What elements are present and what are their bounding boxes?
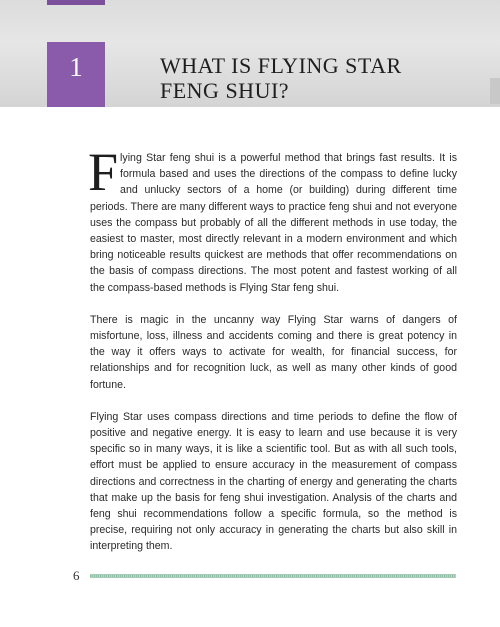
chapter-title: WHAT IS FLYING STAR FENG SHUI?: [160, 53, 402, 103]
edge-thumb-mark: [490, 78, 500, 104]
drop-cap: F: [88, 142, 119, 202]
chapter-number: 1: [69, 52, 83, 82]
page-number: 6: [73, 568, 80, 583]
chapter-top-tab: [47, 0, 105, 5]
footer-rule: [90, 574, 456, 578]
paragraph-3: Flying Star uses compass directions and time periods to define the flow of positive and negative energy. It is easy to learn and use because it is very specific so in many ways, it is like a scientific tool. But as with all such tools, effort must be applied to ensure accuracy in the measurement of compass directions and correctness in the charting of energy and generating the charts that make up the basis for feng shui investigation. Analysis of the charts and feng shui recommendations follow a specific formula, so the method is precise, requiring not only accuracy in generating the charts but also skill in interpreting them.: [90, 410, 457, 553]
paragraph-1-text: lying Star feng shui is a powerful method that brings fast results. It is formula based and uses the directions of the compass to define lucky and unlucky sectors of a home (or building) during different time periods. There are many different ways to practice feng shui and not everyone uses the compass but probably of all the different methods in use today, the easiest to master, most directly relevant in a modern environment and which bring noticeable results quickest are methods that offer recommendations on the basis of compass directions. The most potent and fastest working of all the compass-based methods is Flying Star feng shui.: [90, 152, 457, 294]
paragraph-1: [88, 142, 457, 296]
paragraph-2: There is magic in the uncanny way Flying Star warns of dangers of misfortune, loss, illness and accidents coming and there is great potency in the way it offers ways to activate for wealth, for financial success, for relationships and for recognition luck, as well as many other kinds of good fortune.: [90, 313, 457, 391]
chapter-number-box: [47, 42, 105, 107]
body-text: [88, 142, 457, 571]
